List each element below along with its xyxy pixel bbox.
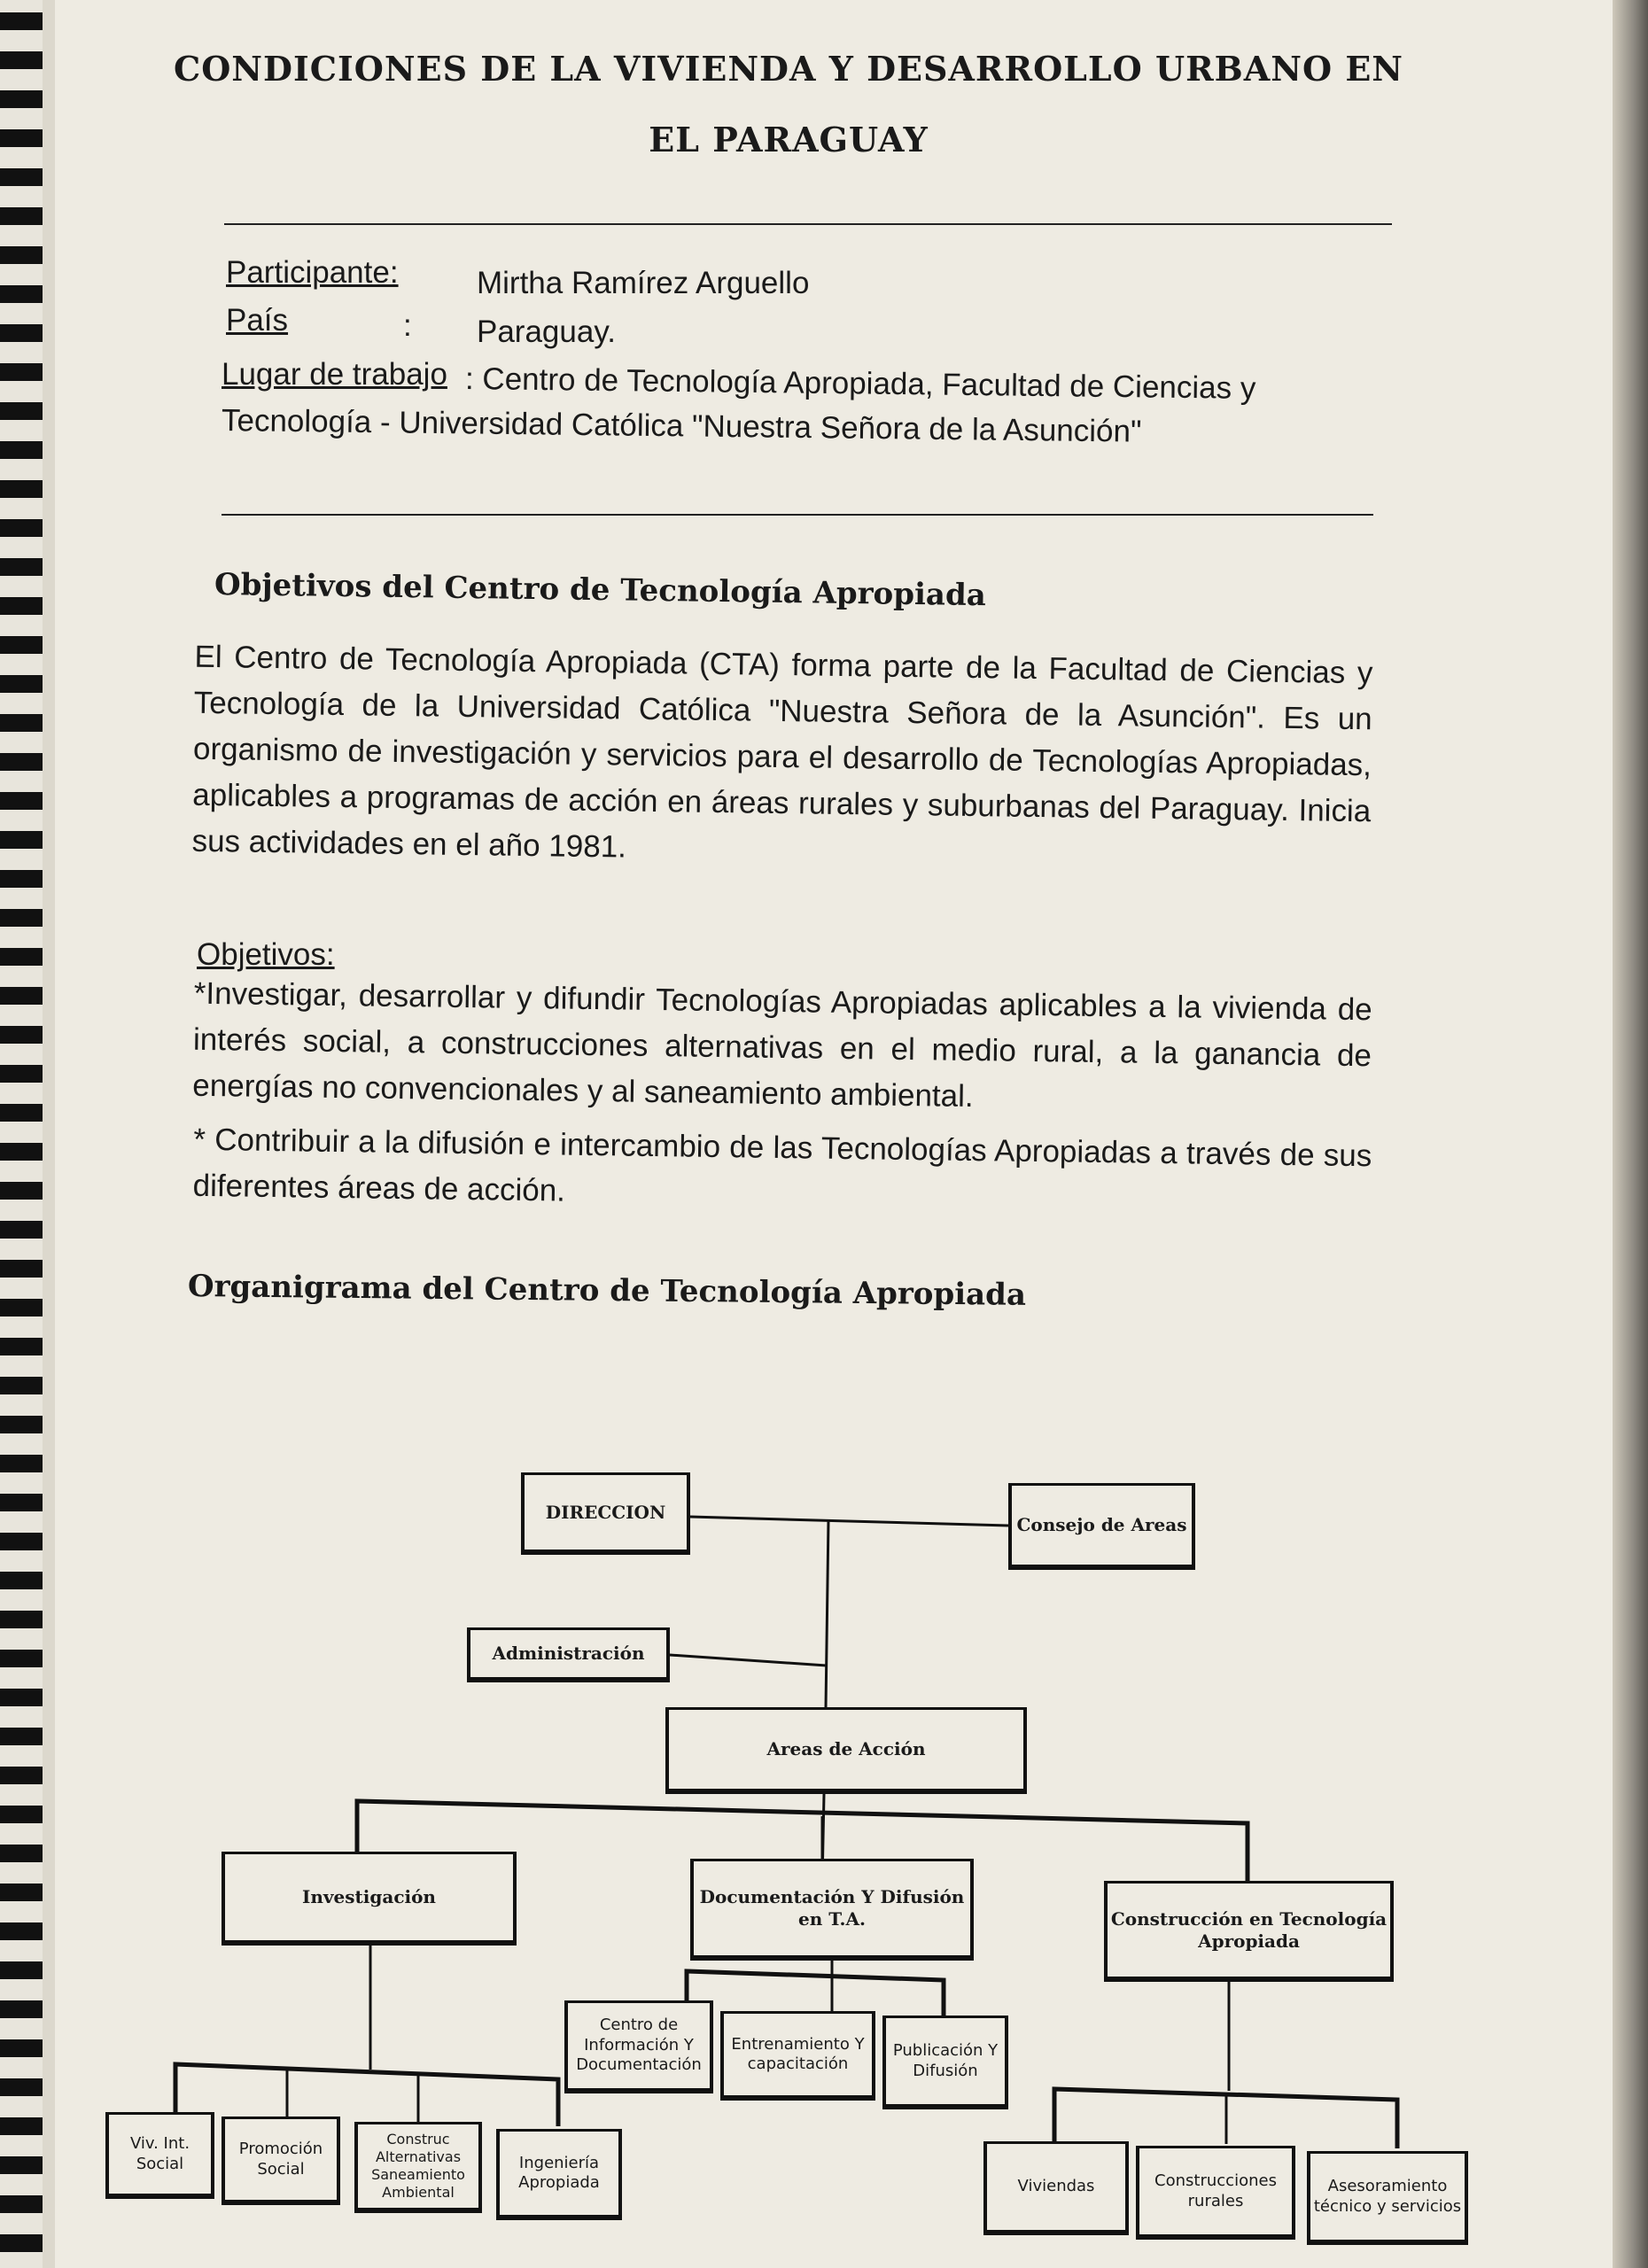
org-box-promocion-social: Promoción Social <box>222 2117 340 2205</box>
section-heading-organigrama: Organigrama del Centro de Tecnología Apropiada <box>187 1269 1027 1313</box>
org-box-direccion: DIRECCION <box>521 1472 690 1555</box>
pais-value: Paraguay. <box>477 315 616 349</box>
participante-label: Participante: <box>226 255 399 290</box>
lugar-value-line2: Tecnología - Universidad Católica "Nuestra Señora de la Asunción" <box>221 403 1142 449</box>
org-box-construccion: Construcción en Tecnología Apropiada <box>1104 1881 1394 1982</box>
org-box-construcciones-rurales: Construcciones rurales <box>1136 2146 1295 2240</box>
org-box-ingenieria: Ingeniería Apropiada <box>496 2129 622 2220</box>
participante-value: Mirtha Ramírez Arguello <box>477 266 810 300</box>
org-box-consejo: Consejo de Areas <box>1008 1483 1195 1570</box>
section-heading-objetivos: Objetivos del Centro de Tecnología Apropiada <box>214 567 987 614</box>
objective-bullet-2: * Contribuir a la difusión e intercambio de las Tecnologías Apropiadas a través de sus diferentes áreas de acción. <box>192 1122 1372 1208</box>
org-box-areas-accion: Areas de Acción <box>665 1707 1027 1794</box>
org-box-viviendas: Viviendas <box>983 2141 1129 2235</box>
objetivos-label: Objetivos: <box>197 937 335 972</box>
objective-bullet-1: *Investigar, desarrollar y difundir Tecnologías Apropiadas aplicables a la vivienda de interés social, a construcciones alternativas en el medio rural, a la ganancia de energías no convencionales y al saneamiento ambiental. <box>192 975 1372 1115</box>
pais-label: País <box>226 303 289 338</box>
org-box-centro-informacion: Centro de Información Y Documentación <box>564 2000 713 2093</box>
document-title-line1: CONDICIONES DE LA VIVIENDA Y DESARROLLO URBANO EN <box>173 49 1404 89</box>
org-box-investigacion: Investigación <box>222 1852 517 1946</box>
pais-separator: : <box>403 308 412 343</box>
org-box-documentacion: Documentación Y Difusión en T.A. <box>690 1859 974 1961</box>
org-box-entrenamiento: Entrenamiento Y capacitación <box>720 2011 875 2101</box>
org-box-asesoramiento: Asesoramiento técnico y servicios <box>1307 2151 1468 2245</box>
intro-paragraph: El Centro de Tecnología Apropiada (CTA) forma parte de la Facultad de Ciencias y Tecnología de la Universidad Católica "Nuestra Señora de la Asunción". Es un organismo de investigación y servicios para el desarrollo de Tecnologías Apropiadas, aplicables a programas de acción en áreas rurales y suburbanas del Paraguay. Inicia sus actividades en el año 1981. <box>191 639 1373 865</box>
org-box-viv-int-social: Viv. Int. Social <box>105 2112 214 2199</box>
org-box-administracion: Administración <box>467 1627 670 1682</box>
org-box-publicacion: Publicación Y Difusión <box>882 2016 1008 2109</box>
org-box-construc-alternativas: Construc Alternativas Saneamiento Ambiental <box>354 2122 482 2213</box>
lugar-value-line1: : Centro de Tecnología Apropiada, Facultad de Ciencias y <box>464 361 1256 406</box>
lugar-label: Lugar de trabajo <box>222 357 447 392</box>
document-title-line2: EL PARAGUAY <box>649 120 929 159</box>
